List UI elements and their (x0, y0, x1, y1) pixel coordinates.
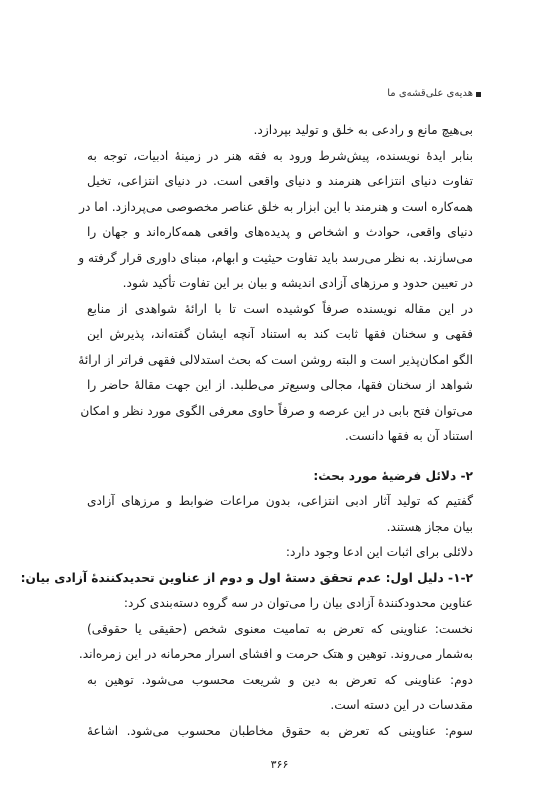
list-item-line: مقدسات در این دسته است. (330, 698, 473, 712)
paragraph-line: استناد آن به فقها دانست. (344, 429, 473, 443)
section-spacer (87, 450, 473, 464)
paragraph-line: در این مقاله نویسنده صرفاً کوشیده است تا با ارائهٔ شواهدی از منابع (87, 301, 473, 316)
subsection-heading: ۱-۲- دلیل اول: عدم تحقق دستهٔ اول و دوم از عناوین تحدیدکنندهٔ آزادی بیان: (20, 570, 473, 585)
paragraph-line: دلائلی برای اثبات این ادعا وجود دارد: (285, 545, 473, 559)
paragraph-line: بنابر ایدهٔ نویسنده، پیش‌شرط ورود به فقه هنر در زمینهٔ ادبیات، توجه به (87, 148, 473, 163)
paragraph-line: بی‌هیچ مانع و رادعی به خلق و تولید بپردازد. (253, 123, 473, 137)
list-item-line: دوم: عناوینی که تعرض به دین و شریعت محسوب می‌شود. توهین به (87, 672, 473, 687)
list-item-line: به‌شمار می‌روند. توهین و هتک حرمت و افشای اسرار محرمانه در این زمره‌اند. (78, 647, 473, 661)
paragraph-line: همه‌کاره است و هنرمند با این ابزار به خلق عناصر مخصوصی می‌پردازد. اما در (79, 199, 473, 214)
paragraph-line: می‌توان فتح بابی در این عرصه و صرفاً حاوی معرفی الگوی مورد نظر و امکان (80, 403, 473, 418)
paragraph-line: دنیای واقعی، حوادث و اشخاص و پدیده‌های واقعی همه‌کاره‌اند و جهان را (87, 225, 473, 239)
paragraph-line: بیان مجاز هستند. (386, 519, 473, 534)
list-item-line: سوم: عناوینی که تعرض به حقوق مخاطبان محسوب می‌شود. اشاعهٔ (87, 723, 473, 738)
running-header: هدیه‌ی علی‌قشه‌ی ما (387, 88, 473, 99)
paragraph-line: عناوین محدودکنندهٔ آزادی بیان را می‌توان در سه گروه دسته‌بندی کرد: (123, 596, 473, 610)
paragraph-line: فقهی و سخنان فقها ثابت کند به استناد آنچه ایشان گفته‌اند، پذیرش این (87, 327, 473, 341)
paragraph-line: الگو امکان‌پذیر است و البته روشن است که بحث استدلالی فقهی فراتر از ارائهٔ (78, 352, 473, 367)
paragraph-line: تفاوت دنیای انتزاعی هنرمند و دنیای واقعی است. در دنیای انتزاعی، تخیل (87, 174, 473, 188)
page-body (20, 118, 473, 744)
header-square-mark (476, 92, 481, 97)
paragraph-line: می‌سازند. به نظر می‌رسد باید تفاوت حیثیت و ابهام، مبنای داوری قرار گرفته و (78, 250, 473, 265)
section-heading: ۲- دلائل فرضیهٔ مورد بحث: (313, 468, 473, 483)
list-item-line: نخست: عناوینی که تعرض به تمامیت معنوی شخص (حقیقی یا حقوقی) (87, 621, 473, 636)
paragraph-line: گفتیم که تولید آثار ادبی انتزاعی، بدون مراعات ضوابط و مرزهای آزادی (87, 494, 473, 508)
paragraph-line: در تعیین حدود و مرزهای آزادی اندیشه و بیان بر این تفاوت تأکید شود. (122, 276, 473, 290)
paragraph-line: شواهد از سخنان فقها، مجالی وسیع‌تر می‌طلبد. از این جهت مقالهٔ حاضر را (87, 378, 473, 392)
page-number: ۳۶۶ (270, 758, 289, 771)
